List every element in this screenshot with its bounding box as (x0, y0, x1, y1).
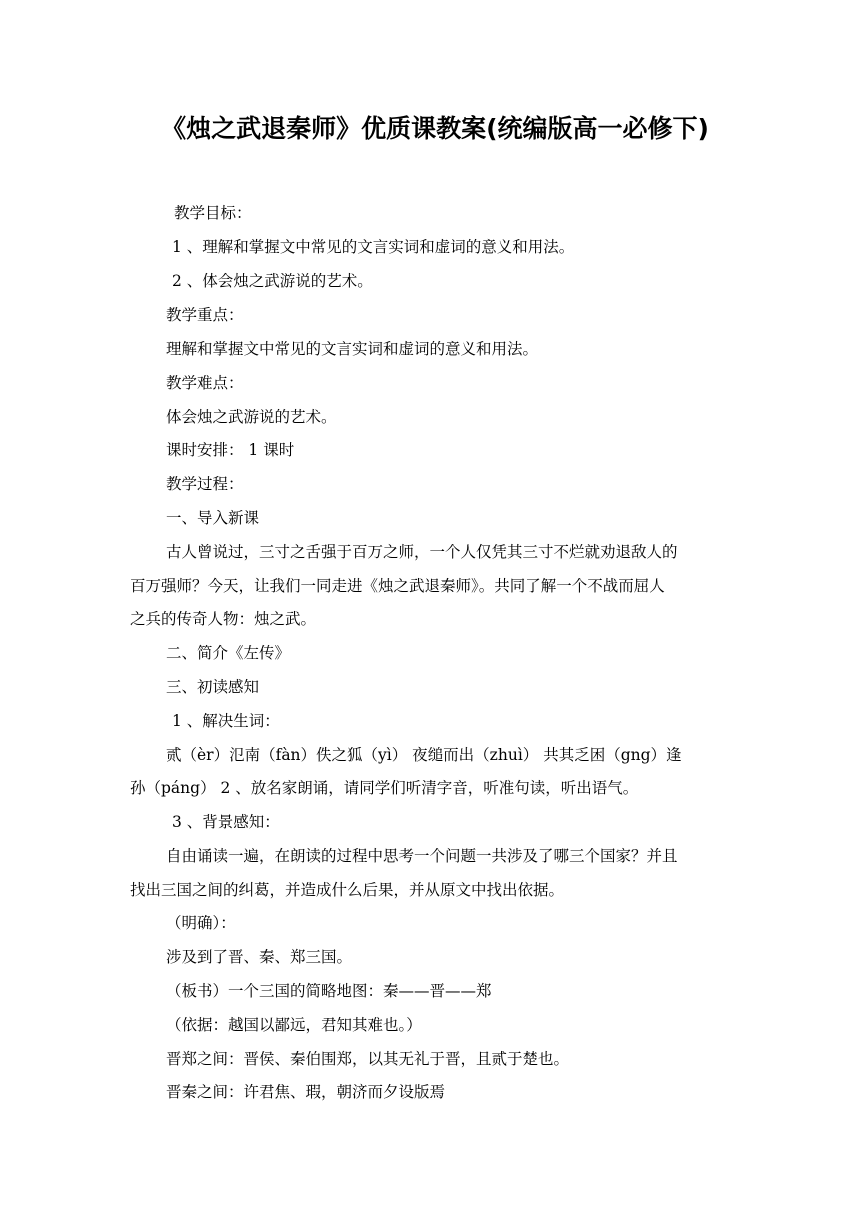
text-line: 百万强师？今天，让我们一同走进《烛之武退秦师》。共同了解一个不战而屈人 (130, 577, 665, 595)
text-line: 1 、理解和掌握文中常见的文言实词和虚词的意义和用法。 (172, 238, 575, 256)
text-line: 三、初读感知 (166, 678, 260, 696)
text-line: 二、简介《左传》 (166, 644, 291, 662)
text-line: （板书）一个三国的简略地图：秦——晋——郑 (166, 982, 492, 1000)
text-line: 晋郑之间：晋侯、秦伯围郑，以其无礼于晋，且贰于楚也。 (166, 1050, 570, 1068)
text-line: 一、导入新课 (166, 509, 260, 527)
text-line: 孙（páng） 2 、放名家朗诵，请同学们听清字音，听准句读，听出语气。 (130, 779, 639, 797)
text-line: 之兵的传奇人物：烛之武。 (130, 610, 317, 628)
text-line: （明确）： (166, 914, 236, 932)
text-line: 2 、体会烛之武游说的艺术。 (172, 272, 373, 290)
text-line: 教学重点： (166, 306, 244, 324)
text-line: 3 、背景感知： (172, 813, 280, 831)
text-line: （依据：越国以鄙远，君知其难也。） (166, 1016, 422, 1034)
text-line: 自由诵读一遍，在朗读的过程中思考一个问题一共涉及了哪三个国家？并且 (166, 847, 678, 865)
text-line: 课时安排： 1 课时 (166, 441, 295, 459)
text-line: 涉及到了晋、秦、郑三国。 (166, 948, 353, 966)
text-line: 1 、解决生词： (172, 712, 280, 730)
text-line: 教学难点： (166, 374, 244, 392)
text-line: 教学过程： (166, 475, 244, 493)
text-line: 找出三国之间的纠葛，并造成什么后果，并从原文中找出依据。 (130, 881, 565, 899)
document-title: 《烛之武退秦师》优质课教案(统编版高一必修下) (161, 114, 709, 143)
text-line: 体会烛之武游说的艺术。 (166, 408, 337, 426)
text-line: 古人曾说过，三寸之舌强于百万之师，一个人仅凭其三寸不烂就劝退敌人的 (166, 543, 678, 561)
text-line: 教学目标： (174, 204, 252, 222)
text-line: 贰（èr）氾南（fàn）佚之狐（yì） 夜缒而出（zhuì） 共其乏困（gng）逢 (166, 746, 682, 764)
text-line: 理解和掌握文中常见的文言实词和虚词的意义和用法。 (166, 340, 539, 358)
text-line: 晋秦之间：许君焦、瑕，朝济而夕设版焉 (166, 1083, 446, 1101)
